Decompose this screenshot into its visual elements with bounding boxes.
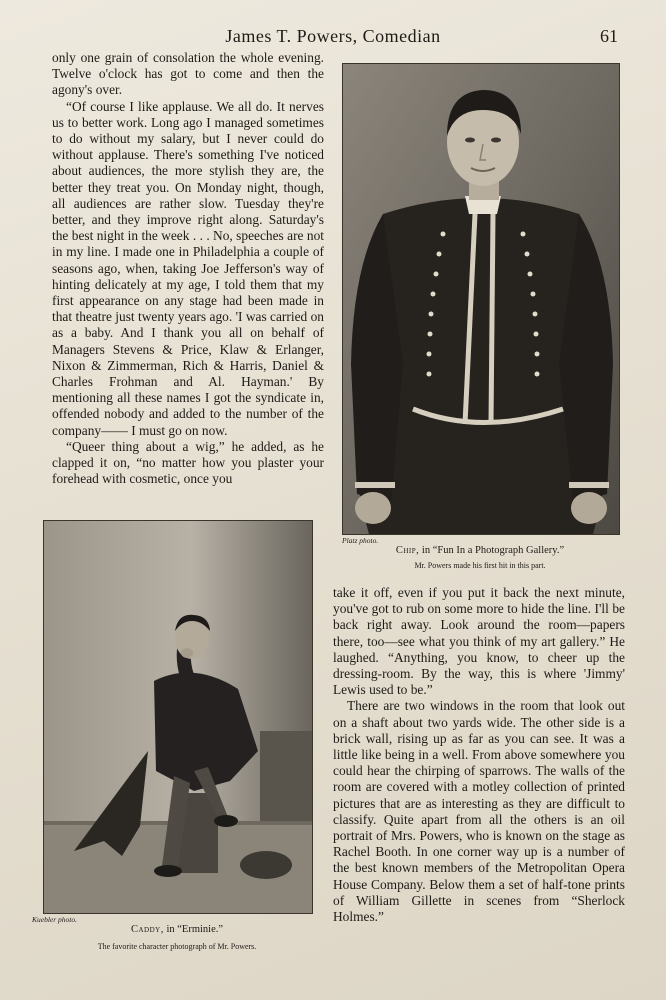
subcaption-chip: Mr. Powers made his first hit in this part.: [414, 561, 546, 570]
photo-chip-portrait: [342, 63, 620, 535]
chip-photo-image: [343, 64, 619, 534]
caption-caddy: [43, 924, 311, 935]
article-text-bottom-right: [333, 585, 625, 925]
photo-credit-chip: Platz photo.: [342, 536, 379, 545]
caption-caddy-name: Caddy,: [130, 924, 164, 935]
photo-caddy-portrait: [43, 520, 313, 914]
paragraph: take it off, even if you put it back the next minute, you've got to rub on some more to hide the line. I'll be back right away. Look around the room—papers there, too—see what you think of my art gallery.” He laughed. “Anything, you know, to cheer up the dressing-room. By the way, this is where 'Jimmy' Lewis used to be.”: [333, 585, 625, 698]
subcaption-caddy: The favorite character photograph of Mr. Powers.: [97, 942, 257, 951]
caption-chip-title: in “Fun In a Photograph Gallery.”: [421, 545, 565, 556]
paragraph: There are two windows in the room that look out on a shaft about two yards wide. The other side is a brick wall, rising up as far as you can see. It was a little like being in a well. From above somewhere you could hear the chirping of sparrows. The walls of the room are covered with a motley collection of printed pictures that are as interesting as they are difficult to classify. Quite apart from all the others is an oil portrait of Mrs. Powers, who is known on the stage as Rachel Booth. In one corner way up is a number of the best known members of the Metropolitan Opera House Company. Below them a set of half-tone prints of William Gillette in scenes from “Sherlock Holmes.”: [333, 698, 625, 925]
running-header: James T. Powers, Comedian: [225, 26, 441, 46]
caption-caddy-title: in “Erminie.”: [166, 924, 224, 935]
article-text-top-left: [52, 50, 324, 487]
paragraph: “Of course I like applause. We all do. It nerves us to better work. Long ago I managed sometimes to do without my salary, but I never could do without applause. There's something I've noticed about audiences, the more stylish they are, the better they treat you. On Monday night, though, all audiences are rather slow. Tuesday they're better, and they improve right along. Saturday's the best night in the week . . . No, speeches are not in my line. I made one in Philadelphia a couple of seasons ago, when, taking Joe Jefferson's way of hinting delicately at my age, I told them that my first appearance on any stage had been made in that theatre just twenty years ago. 'I was carried on as a baby. And I thank you all on behalf of Managers Stevens & Price, Klaw & Erlanger, Nixon & Zimmerman, Rich & Harris, Daniel & Charles Frohman and Al. Hayman.' By mentioning all these names I got the syndicate in, offended nobody and added to the number of the company—— I must go on now.: [52, 98, 324, 438]
caption-chip-name: Chip,: [395, 545, 420, 556]
paragraph: only one grain of consolation the whole evening. Twelve o'clock has got to come and then the agony's over.: [52, 50, 324, 98]
caddy-photo-image: [44, 521, 312, 913]
paragraph: “Queer thing about a wig,” he added, as he clapped it on, “no matter how you plaster your forehead with cosmetic, once you: [52, 438, 324, 487]
photo-credit-caddy: Kuebler photo.: [32, 915, 77, 924]
page-number: 61: [600, 26, 618, 46]
caption-chip: [342, 545, 618, 556]
